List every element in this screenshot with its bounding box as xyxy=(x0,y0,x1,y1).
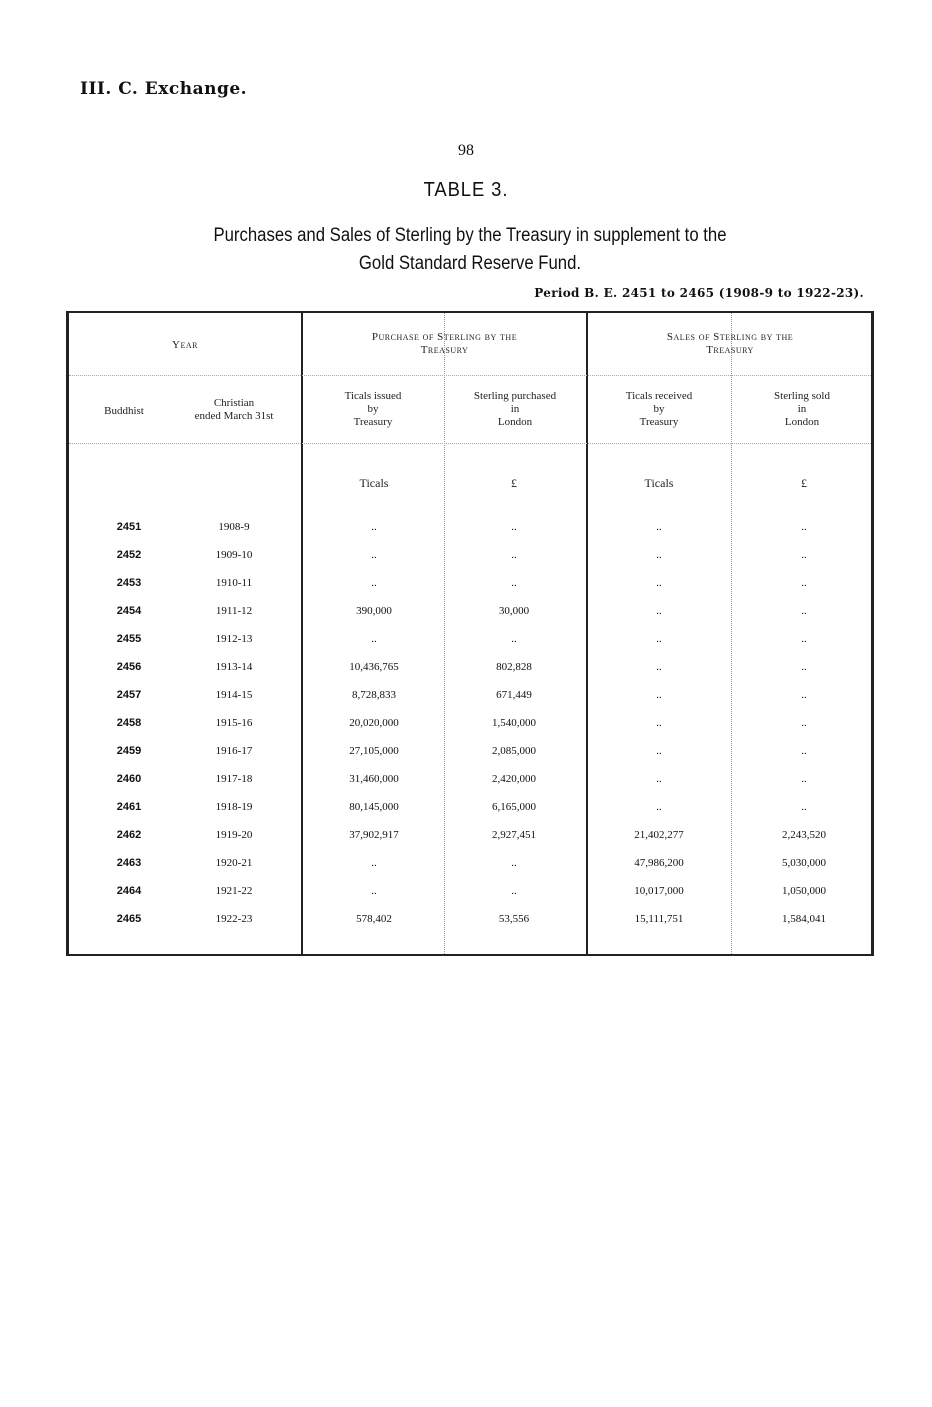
cell-buddhist: 2460 xyxy=(116,773,142,785)
period-line: Period B. E. 2451 to 2465 (1908-9 to 1922-23). xyxy=(534,286,864,300)
sterling-purchased-line-2: in xyxy=(510,403,520,415)
cell-christian: 1913-14 xyxy=(215,661,253,673)
purchase-group-header xyxy=(303,331,586,357)
cell-ticals-issued: .. xyxy=(371,577,377,589)
unit-ticals-received: Ticals xyxy=(644,476,674,490)
cell-buddhist: 2456 xyxy=(116,661,142,673)
cell-ticals-received: .. xyxy=(656,521,662,533)
cell-ticals-issued: 390,000 xyxy=(356,605,392,617)
unit-sterling-purchased: £ xyxy=(511,476,517,490)
page-number: 98 xyxy=(458,142,474,159)
cell-buddhist: 2465 xyxy=(116,913,142,925)
cell-sterling-purchased: .. xyxy=(511,857,517,869)
cell-sterling-purchased: 671,449 xyxy=(496,689,532,701)
christian-header-line-1: Christian xyxy=(213,397,255,409)
col-header-ticals-issued xyxy=(303,390,443,429)
sales-header-line-1: Sales of Sterling by the xyxy=(666,331,794,343)
cell-christian: 1909-10 xyxy=(215,549,253,561)
ticals-issued-line-2: by xyxy=(367,403,379,415)
cell-christian: 1916-17 xyxy=(215,745,253,757)
cell-buddhist: 2459 xyxy=(116,745,142,757)
table-row xyxy=(69,681,871,709)
subtitle-line-2: Gold Standard Reserve Fund. xyxy=(358,253,582,274)
cell-christian: 1914-15 xyxy=(215,689,253,701)
cell-sterling-purchased: .. xyxy=(511,521,517,533)
sterling-sold-line-1: Sterling sold xyxy=(774,390,830,402)
cell-buddhist: 2457 xyxy=(116,689,142,701)
cell-buddhist: 2453 xyxy=(116,577,142,589)
cell-sterling-sold: .. xyxy=(801,577,807,589)
cell-ticals-issued: .. xyxy=(371,885,377,897)
cell-christian: 1915-16 xyxy=(215,717,253,729)
sales-group-header xyxy=(588,331,872,357)
section-title: III. C. Exchange. xyxy=(80,79,248,99)
cell-sterling-sold: .. xyxy=(801,773,807,785)
cell-sterling-purchased: .. xyxy=(511,633,517,645)
cell-sterling-sold: 1,584,041 xyxy=(782,913,826,925)
table-row xyxy=(69,709,871,737)
table-row xyxy=(69,569,871,597)
cell-ticals-received: .. xyxy=(656,689,662,701)
cell-ticals-received: .. xyxy=(656,773,662,785)
cell-sterling-purchased: 6,165,000 xyxy=(492,801,536,813)
col-header-sterling-sold xyxy=(732,390,872,429)
cell-sterling-sold: 1,050,000 xyxy=(782,885,826,897)
subtitle-line-1: Purchases and Sales of Sterling by the Treasury in supplement to the xyxy=(213,225,727,246)
cell-sterling-purchased: 2,420,000 xyxy=(492,773,536,785)
table-row xyxy=(69,625,871,653)
sterling-sold-line-2: in xyxy=(797,403,807,415)
table-row xyxy=(69,877,871,905)
cell-buddhist: 2462 xyxy=(116,829,142,841)
cell-sterling-sold: .. xyxy=(801,605,807,617)
cell-ticals-issued: 80,145,000 xyxy=(349,801,399,813)
cell-sterling-sold: .. xyxy=(801,549,807,561)
cell-ticals-issued: 10,436,765 xyxy=(349,661,399,673)
cell-christian: 1910-11 xyxy=(215,577,253,589)
header-rule xyxy=(69,375,871,376)
cell-sterling-sold: .. xyxy=(801,717,807,729)
cell-buddhist: 2464 xyxy=(116,885,142,897)
cell-ticals-received: 47,986,200 xyxy=(634,857,684,869)
ticals-issued-line-1: Ticals issued xyxy=(344,390,402,402)
col-header-buddhist: Buddhist xyxy=(104,405,144,417)
col-header-christian xyxy=(169,397,299,423)
cell-ticals-received: 21,402,277 xyxy=(634,829,684,841)
cell-sterling-purchased: 2,085,000 xyxy=(492,745,536,757)
cell-ticals-received: .. xyxy=(656,717,662,729)
ticals-issued-line-3: Treasury xyxy=(353,416,393,428)
cell-sterling-purchased: 802,828 xyxy=(496,661,532,673)
table-row xyxy=(69,653,871,681)
sterling-sold-line-3: London xyxy=(784,416,820,428)
cell-buddhist: 2454 xyxy=(116,605,142,617)
data-table xyxy=(66,311,874,956)
cell-ticals-received: .. xyxy=(656,661,662,673)
col-header-sterling-purchased xyxy=(445,390,585,429)
ticals-received-line-3: Treasury xyxy=(639,416,679,428)
sales-header-line-2: Treasury xyxy=(706,344,754,356)
cell-sterling-sold: .. xyxy=(801,689,807,701)
cell-ticals-issued: .. xyxy=(371,857,377,869)
cell-ticals-received: .. xyxy=(656,745,662,757)
cell-christian: 1908-9 xyxy=(218,521,250,533)
cell-christian: 1911-12 xyxy=(215,605,253,617)
cell-ticals-received: .. xyxy=(656,633,662,645)
cell-ticals-issued: .. xyxy=(371,549,377,561)
cell-sterling-purchased: 2,927,451 xyxy=(492,829,536,841)
cell-christian: 1922-23 xyxy=(215,913,253,925)
table-row xyxy=(69,793,871,821)
cell-christian: 1917-18 xyxy=(215,773,253,785)
table-row xyxy=(69,513,871,541)
cell-ticals-received: .. xyxy=(656,605,662,617)
subheader-rule xyxy=(69,443,871,444)
table-row xyxy=(69,905,871,933)
cell-sterling-purchased: .. xyxy=(511,885,517,897)
cell-ticals-received: .. xyxy=(656,801,662,813)
ticals-received-line-2: by xyxy=(653,403,665,415)
cell-buddhist: 2455 xyxy=(116,633,142,645)
cell-ticals-issued: .. xyxy=(371,633,377,645)
cell-christian: 1912-13 xyxy=(215,633,253,645)
cell-buddhist: 2461 xyxy=(116,801,142,813)
year-group-header: Year xyxy=(172,339,198,351)
cell-ticals-issued: .. xyxy=(371,521,377,533)
cell-sterling-sold: .. xyxy=(801,521,807,533)
cell-ticals-issued: 31,460,000 xyxy=(349,773,399,785)
cell-christian: 1918-19 xyxy=(215,801,253,813)
purchase-header-line-1: Purchase of Sterling by the xyxy=(371,331,518,343)
purchase-header-line-2: Treasury xyxy=(420,344,469,356)
cell-sterling-sold: .. xyxy=(801,745,807,757)
cell-christian: 1920-21 xyxy=(215,857,253,869)
cell-sterling-sold: .. xyxy=(801,661,807,673)
unit-ticals-issued: Ticals xyxy=(359,476,389,490)
cell-ticals-issued: 8,728,833 xyxy=(352,689,396,701)
unit-sterling-sold: £ xyxy=(801,476,807,490)
christian-header-line-2: ended March 31st xyxy=(194,410,274,422)
cell-buddhist: 2458 xyxy=(116,717,142,729)
cell-buddhist: 2452 xyxy=(116,549,142,561)
cell-sterling-purchased: .. xyxy=(511,549,517,561)
cell-sterling-purchased: .. xyxy=(511,577,517,589)
cell-sterling-sold: .. xyxy=(801,801,807,813)
cell-ticals-issued: 37,902,917 xyxy=(349,829,399,841)
cell-sterling-sold: 5,030,000 xyxy=(782,857,826,869)
ticals-received-line-1: Ticals received xyxy=(625,390,693,402)
table-title: TABLE 3. xyxy=(423,179,509,201)
cell-buddhist: 2463 xyxy=(116,857,142,869)
cell-sterling-sold: 2,243,520 xyxy=(782,829,826,841)
cell-christian: 1919-20 xyxy=(215,829,253,841)
table-row xyxy=(69,597,871,625)
table-row xyxy=(69,821,871,849)
cell-sterling-purchased: 53,556 xyxy=(498,913,530,925)
cell-ticals-received: .. xyxy=(656,549,662,561)
cell-ticals-received: .. xyxy=(656,577,662,589)
sterling-purchased-line-1: Sterling purchased xyxy=(473,390,557,402)
cell-ticals-received: 15,111,751 xyxy=(634,913,684,925)
cell-ticals-issued: 578,402 xyxy=(356,913,392,925)
table-row xyxy=(69,541,871,569)
cell-sterling-purchased: 30,000 xyxy=(498,605,530,617)
sterling-purchased-line-3: London xyxy=(497,416,533,428)
table-row xyxy=(69,849,871,877)
cell-buddhist: 2451 xyxy=(116,521,142,533)
table-row xyxy=(69,737,871,765)
cell-ticals-issued: 27,105,000 xyxy=(349,745,399,757)
cell-sterling-purchased: 1,540,000 xyxy=(492,717,536,729)
col-header-ticals-received xyxy=(588,390,730,429)
cell-christian: 1921-22 xyxy=(215,885,253,897)
cell-ticals-issued: 20,020,000 xyxy=(349,717,399,729)
table-subtitle xyxy=(162,222,778,278)
cell-sterling-sold: .. xyxy=(801,633,807,645)
table-row xyxy=(69,765,871,793)
cell-ticals-received: 10,017,000 xyxy=(634,885,684,897)
